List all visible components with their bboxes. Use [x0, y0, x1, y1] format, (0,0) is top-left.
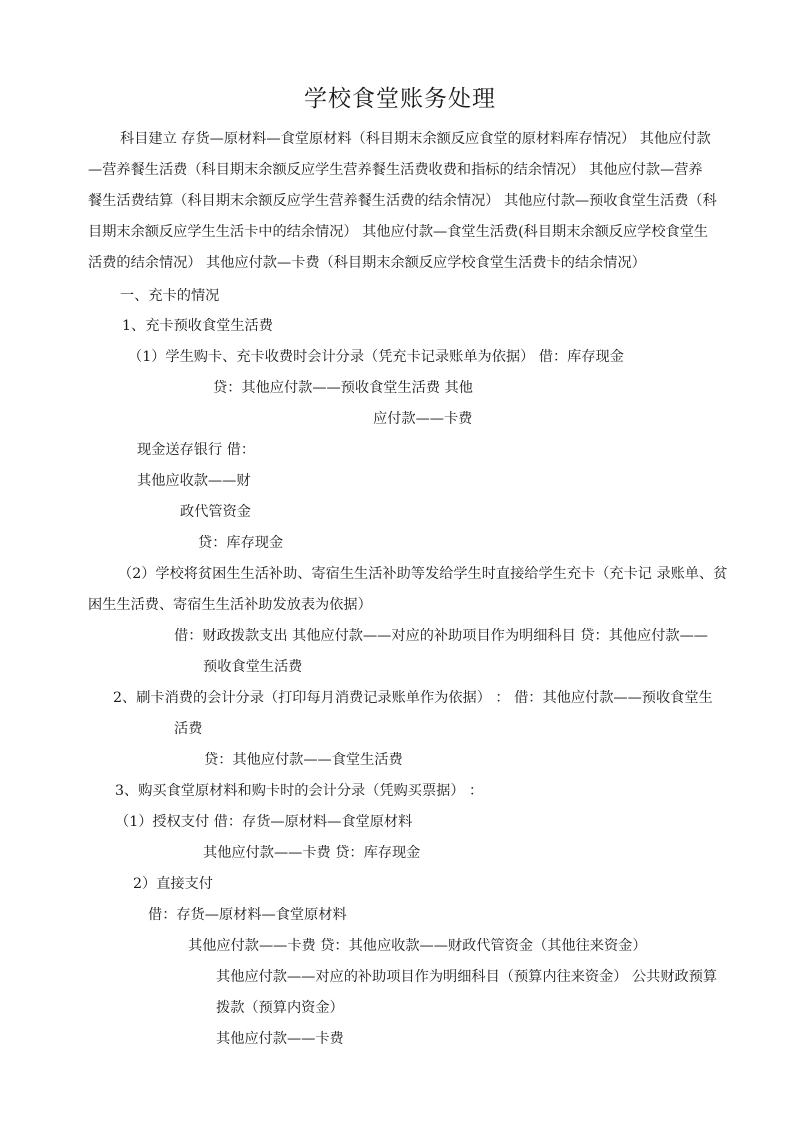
item-heading: 2、刷卡消费的会计分录（打印每月消费记录账单作为依据） ： 借：其他应付款——预收食堂生 [113, 690, 713, 706]
entry-line: 政代管资金 [180, 504, 251, 520]
section-heading: 一、充卡的情况 [120, 288, 220, 304]
entry-line: 其他应付款——对应的补助项目作为明细科目（预算内往来资金） 公共财政预算 [216, 969, 718, 985]
entry-line: 贷：其他应付款——食堂生活费 [204, 752, 403, 768]
intro-line: 餐生活费结算（科目期末余额反应学生营养餐生活费的结余情况） 其他应付款—预收食堂生活费（科 [88, 193, 717, 209]
intro-line: 科目建立 存货—原材料—食堂原材料（科目期末余额反应食堂的原材料库存情况） 其他应付款 [120, 131, 711, 147]
entry-line: 现金送存银行 借： [137, 442, 256, 458]
item-heading: 3、购买食堂原材料和购卡时的会计分录（凭购买票据） ： [115, 783, 484, 799]
entry-line: （2）学校将贫困生生活补助、寄宿生生活补助等发给学生时直接给学生充卡（充卡记 录账单、贫 [118, 566, 728, 582]
intro-paragraph [88, 124, 728, 279]
item-heading: 1、充卡预收食堂生活费 [122, 318, 273, 334]
entry-line: 其他应付款——卡费 贷：库存现金 [203, 845, 421, 861]
entry-line: 其他应付款——卡费 贷：其他应收款——财政代管资金（其他往来资金） [188, 938, 647, 954]
entry-line: 预收食堂生活费 [203, 659, 303, 675]
entry-line: 其他应付款——卡费 [216, 1031, 344, 1047]
entry-line: 困生生活费、寄宿生生活补助发放表为依据） [88, 597, 372, 613]
intro-line: 目期末余额反应学生生活卡中的结余情况） 其他应付款—食堂生活费(科目期末余额反应学校食堂生 [88, 224, 709, 240]
entry-line: （1）授权支付 借：存货—原材料—食堂原材料 [115, 814, 413, 830]
entry-line: 贷：其他应付款——预收食堂生活费 其他 [213, 380, 473, 396]
entry-line: 应付款——卡费 [373, 411, 473, 427]
intro-line: —营养餐生活费（科目期末余额反应学生营养餐生活费收费和指标的结余情况） 其他应付款—营养 [88, 162, 703, 178]
intro-line: 活费的结余情况） 其他应付款—卡费（科目期末余额反应学校食堂生活费卡的结余情况） [88, 255, 646, 271]
document-title: 学校食堂账务处理 [304, 86, 496, 112]
entry-line: （1）学生购卡、充卡收费时会计分录（凭充卡记录账单为依据） 借：库存现金 [128, 349, 624, 365]
entry-line: 借：存货—原材料—食堂原材料 [148, 907, 347, 923]
entry-line: 拨款（预算内资金） [216, 1000, 344, 1016]
entry-line: 活费 [174, 721, 203, 737]
entry-line: 贷：库存现金 [198, 535, 284, 551]
entry-line: 2）直接支付 [133, 876, 213, 892]
entry-line: 其他应收款——财 [137, 473, 251, 489]
entry-line: 借：财政拨款支出 其他应付款——对应的补助项目作为明细科目 贷：其他应付款—— [174, 628, 708, 644]
